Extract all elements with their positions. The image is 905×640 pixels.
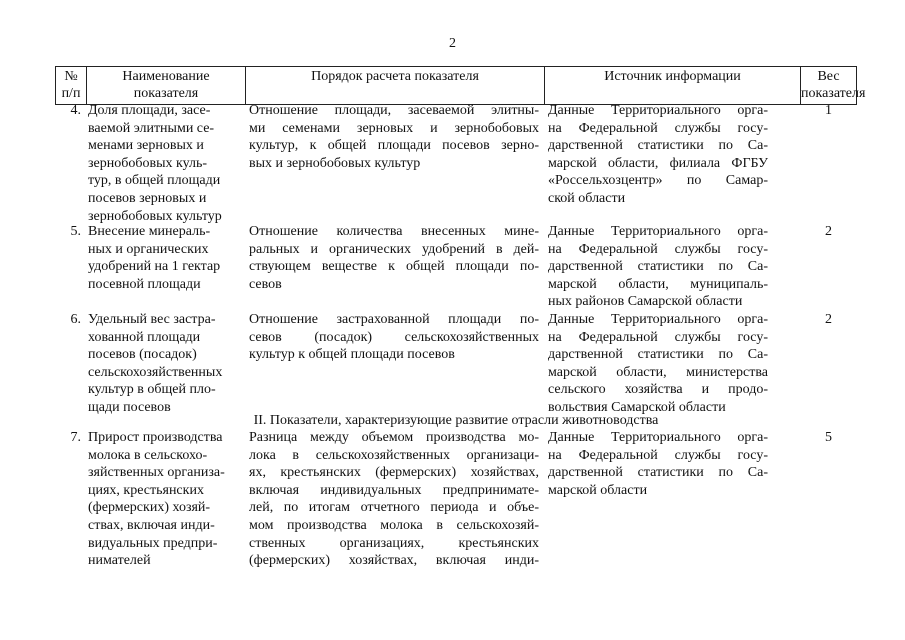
header-name: Наименование показателя xyxy=(86,67,245,104)
information-source: Данные Территориального орга- на Федеральной службы госу- дарственной статистики по Са- марской области, муниципаль- ных районов Самарской области xyxy=(548,224,768,310)
calculation-method: Отношение застрахованной площади по- севов (посадок) сельскохозяйственных культур к общей площади посевов xyxy=(249,312,539,363)
indicator-weight: 1 xyxy=(825,103,832,118)
indicator-name: Доля площади, засе- ваемой элитными се- менами зерновых и зернобобовых куль- тур, в общей площади посевов зерновых и зернобобовых культур xyxy=(88,103,222,224)
row-num: 4. xyxy=(70,103,81,118)
header-weight: Вес показателя xyxy=(800,67,857,104)
indicator-name: Внесение минераль- ных и органических удобрений на 1 гектар посевной площади xyxy=(88,224,221,292)
indicators-table xyxy=(55,66,866,569)
page-number: 2 xyxy=(449,36,456,51)
indicator-weight: 2 xyxy=(825,224,832,239)
header-source: Источник информации xyxy=(544,67,800,104)
row-num: 5. xyxy=(70,224,81,239)
row-num: 6. xyxy=(70,312,81,327)
table-header xyxy=(55,66,866,105)
calculation-method: Разница между объемом производства мо- лока в сельскохозяйственных организаци- ях, крестьянских (фермерских) хозяйствах, включая индивидуальных предпринимате- лей, по итогам отчетного периода и объе- мом производства молока в сельскохозяй- ственных организациях, крестьянских (фермерских) хозяйствах, включая инди- xyxy=(249,430,539,569)
information-source: Данные Территориального орга- на Федеральной службы госу- дарственной статистики по Са- марской области, филиала ФГБУ «Россельхозцентр» по Самар- ской области xyxy=(548,103,768,206)
calculation-method: Отношение количества внесенных мине- ральных и органических удобрений в дей- ствующем веществе к общей площади по- севов xyxy=(249,224,539,292)
information-source: Данные Территориального орга- на Федеральной службы госу- дарственной статистики по Са- марской области xyxy=(548,430,768,498)
header-method: Порядок расчета показателя xyxy=(245,67,544,104)
section-title: II. Показатели, характеризующие развитие отрасли животноводства xyxy=(253,413,659,428)
calculation-method: Отношение площади, засеваемой элитны- ми семенами зерновых и зернобобовых культур, к общей площади посевов зерно- вых и зернобобовых культур xyxy=(249,103,539,171)
information-source: Данные Территориального орга- на Федеральной службы госу- дарственной статистики по Са- марской области, министерства сельского хозяйства и продо- вольствия Самарской области xyxy=(548,312,768,415)
indicator-weight: 2 xyxy=(825,312,832,327)
indicator-name: Прирост производства молока в сельскохо- зяйственных организа- циях, крестьянских (фермерских) хозяй- ствах, включая инди- видуальных предпри- нимателей xyxy=(88,430,225,569)
row-num: 7. xyxy=(70,430,81,445)
indicator-name: Удельный вес застра- хованной площади посевов (посадок) сельскохозяйственных культур в общей пло- щади посевов xyxy=(88,312,223,415)
header-num: № п/п xyxy=(55,67,86,104)
indicator-weight: 5 xyxy=(825,430,832,445)
